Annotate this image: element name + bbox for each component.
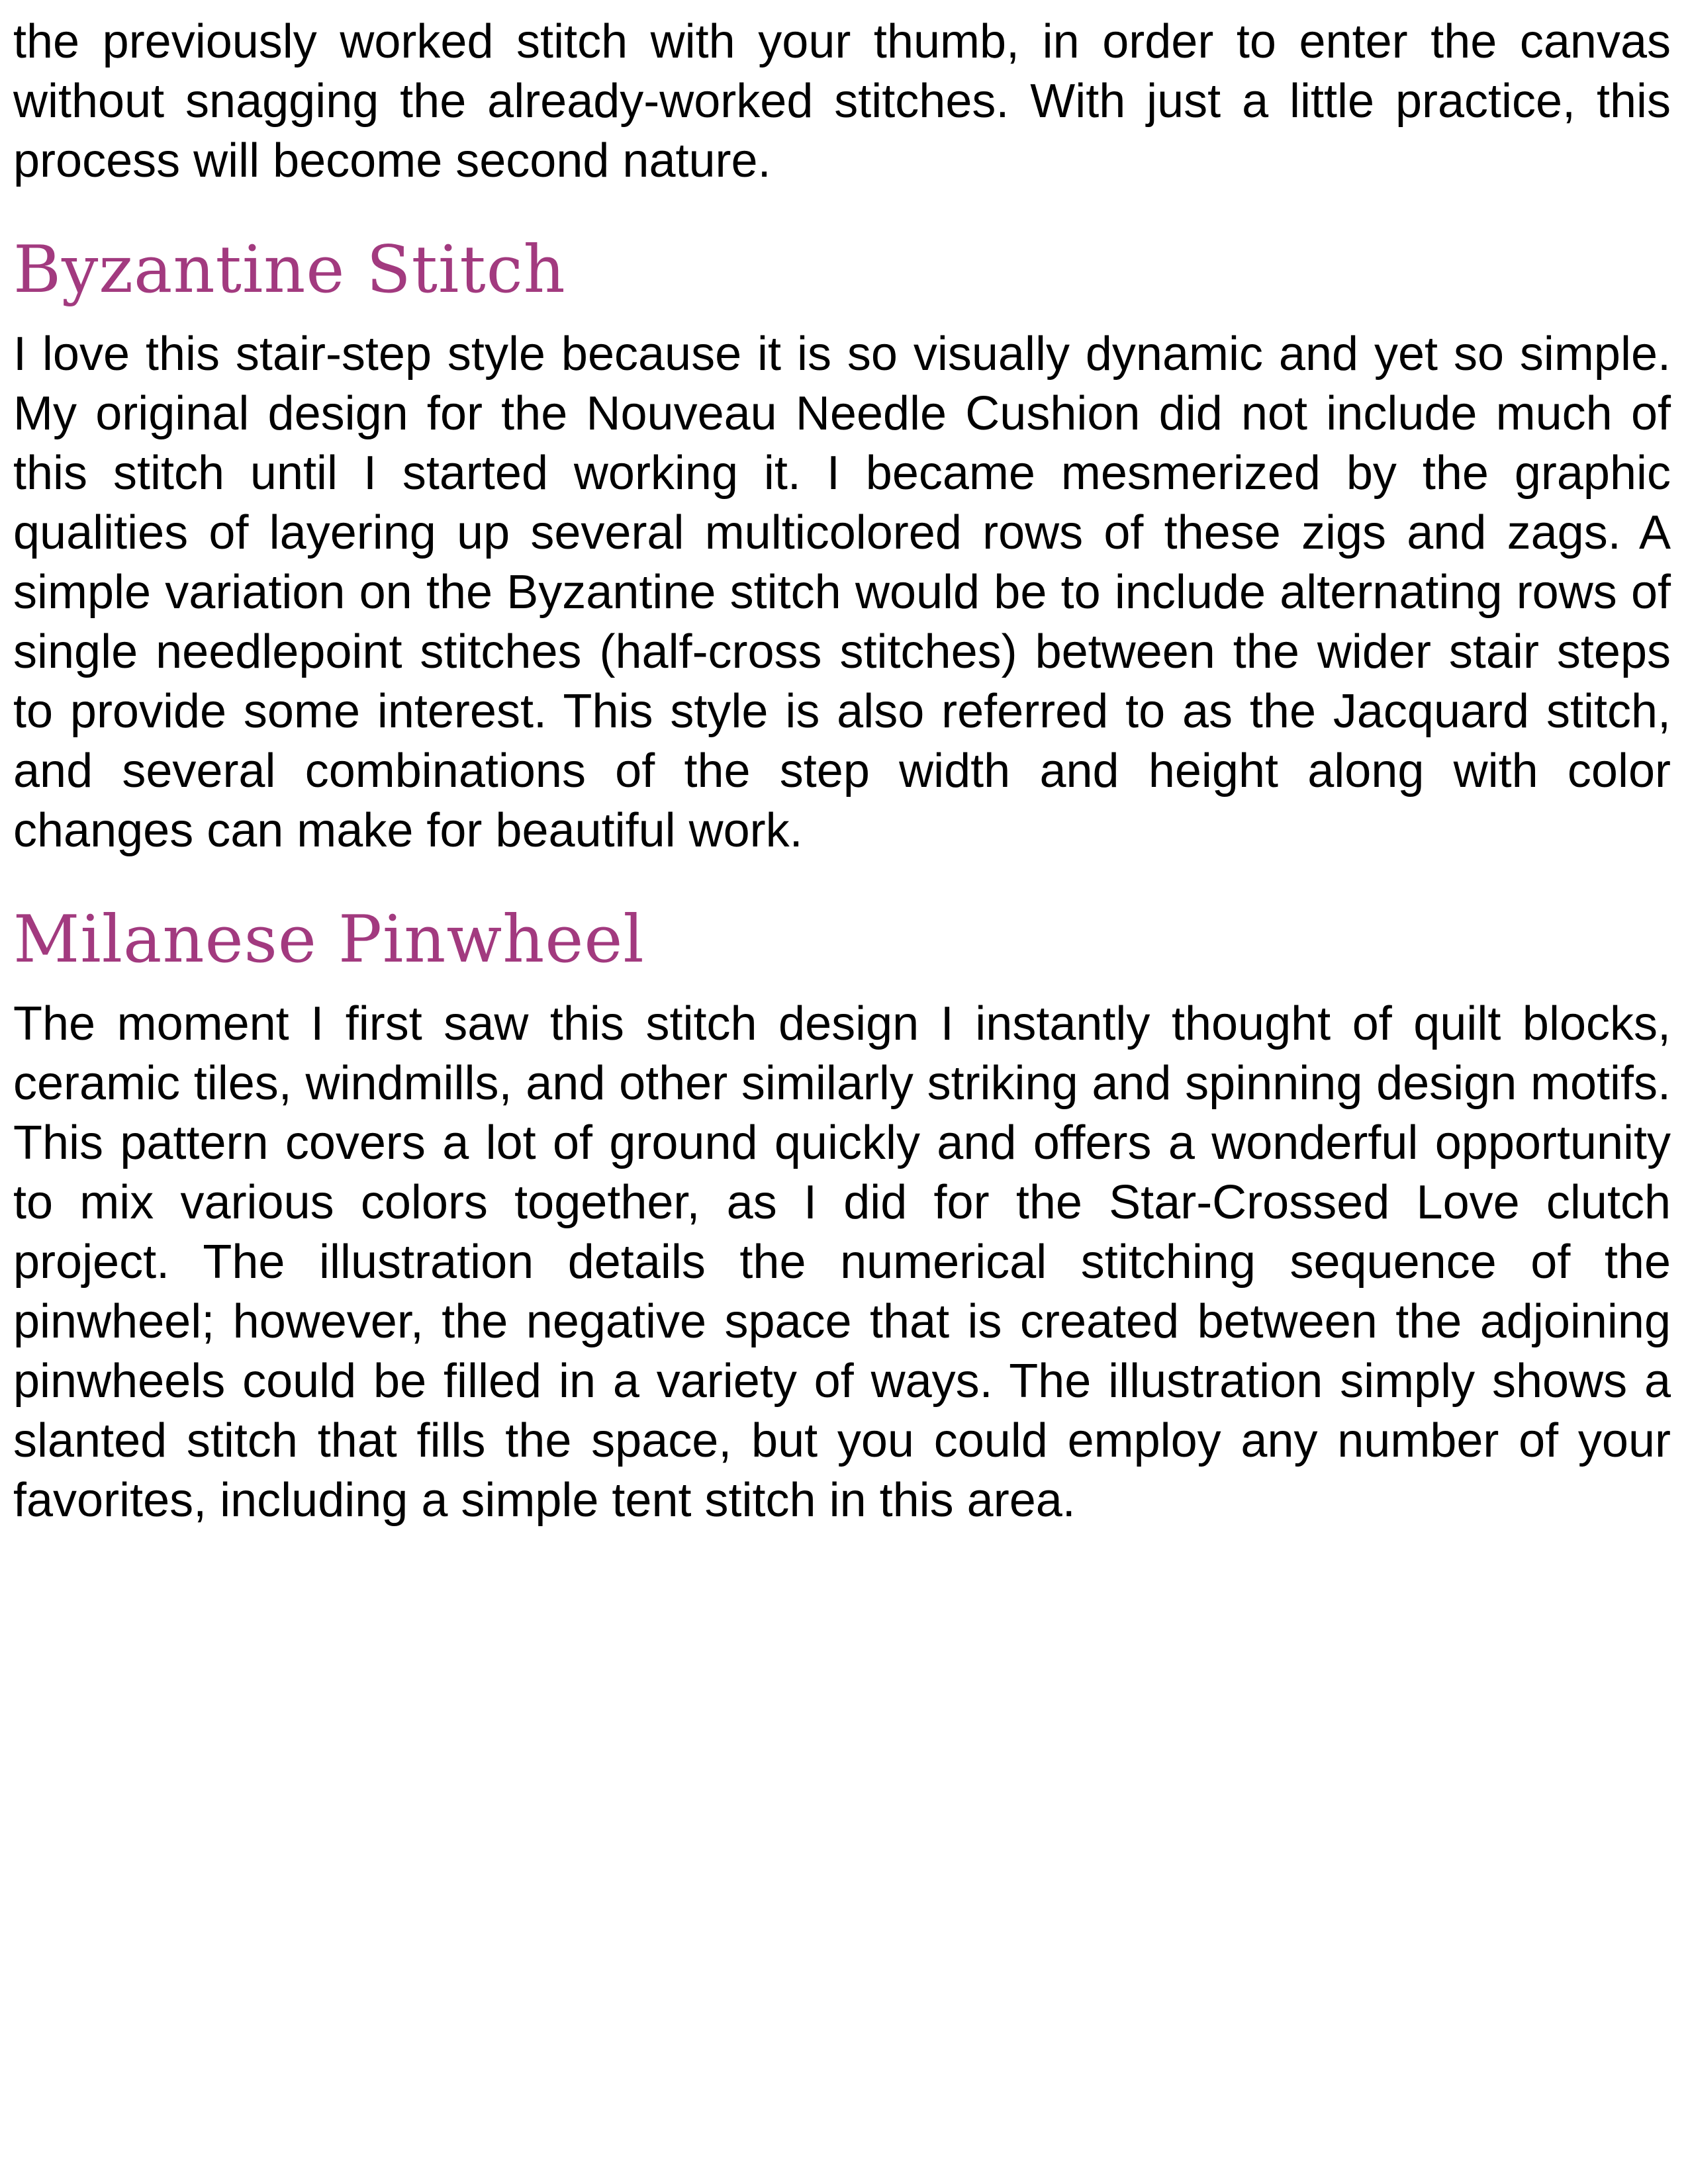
section-milanese-pinwheel bbox=[13, 900, 1671, 1530]
section-byzantine-stitch bbox=[13, 230, 1671, 860]
section-heading-milanese: Milanese Pinwheel bbox=[13, 902, 645, 978]
section-body-milanese: The moment I first saw this stitch design I instantly thought of quilt blocks, ceramic tiles, windmills, and other similarly striking and spinning design motifs. This pattern covers a lot of ground quickly and offers a wonderful opportunity to mix various colors together, as I did for the Star-Crossed Love clutch project. The illustration details the numerical stitching sequence of the pinwheel; however, the negative space that is created between the adjoining pinwheels could be filled in a variety of ways. The illustration simply shows a slanted stitch that fills the space, but you could employ any number of your favorites, including a simple tent stitch in this area. bbox=[13, 997, 1671, 1527]
document-page bbox=[13, 0, 1671, 1530]
intro-paragraph: the previously worked stitch with your thumb, in order to enter the canvas without snagging the already-worked stitches. With just a little practice, this process will become second nature. bbox=[13, 15, 1671, 187]
section-body-byzantine: I love this stair-step style because it is so visually dynamic and yet so simple. My original design for the Nouveau Needle Cushion did not include much of this stitch until I started working it. I became mesmerized by the graphic qualities of layering up several multicolored rows of these zigs and zags. A simple variation on the Byzantine stitch would be to include alternating rows of single needlepoint stitches (half-cross stitches) between the wider stair steps to provide some interest. This style is also referred to as the Jacquard stitch, and several combinations of the step width and height along with color changes can make for beautiful work. bbox=[13, 328, 1671, 857]
section-heading-byzantine: Byzantine Stitch bbox=[13, 232, 566, 308]
